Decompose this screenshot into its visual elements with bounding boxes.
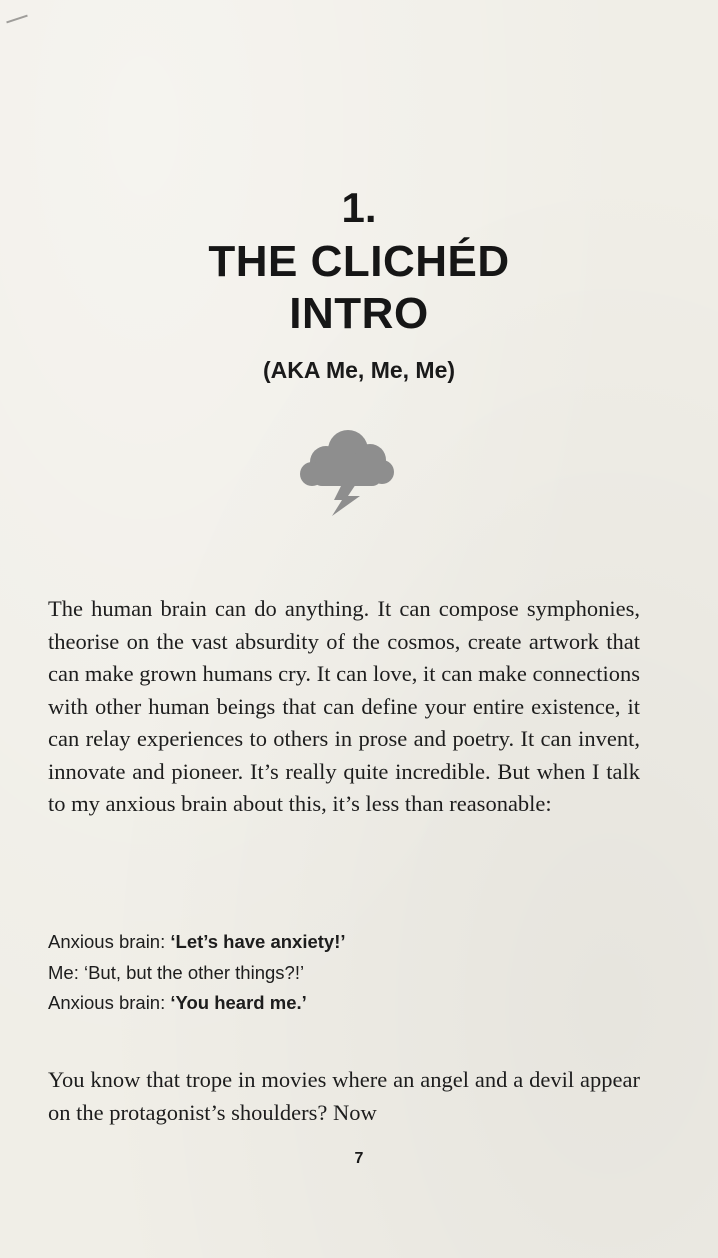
dialogue-line (48, 988, 648, 1019)
dialogue-quote: ‘You heard me.’ (170, 992, 307, 1013)
dialogue-block (48, 927, 648, 1019)
chapter-title-line-2: INTRO (289, 289, 429, 338)
storm-cloud-lightning-icon (296, 424, 396, 516)
dialogue-quote: ‘But, but the other things?!’ (83, 961, 305, 983)
page-number: 7 (354, 1150, 364, 1167)
chapter-number: 1. (341, 184, 377, 231)
chapter-title-line-1: THE CLICHÉD (208, 237, 510, 286)
chapter-subtitle: (AKA Me, Me, Me) (262, 357, 456, 383)
dialogue-speaker: Anxious brain: (48, 931, 171, 952)
dialogue-speaker: Anxious brain: (48, 992, 171, 1013)
paragraph-2: You know that trope in movies where an angel and a devil appear on the protagonist’s shoulders? Now (48, 1067, 640, 1125)
dialogue-speaker: Me: (48, 961, 84, 983)
dialogue-line (48, 927, 648, 958)
dialogue-quote: ‘Let’s have anxiety!’ (170, 931, 346, 952)
corner-mark (6, 15, 28, 24)
paragraph-1: The human brain can do anything. It can compose symphonies, theorise on the vast absurdity of the cosmos, create artwork that can make grown humans cry. It can love, it can make connections with other human beings that can define your entire existence, it can relay experiences to others in prose and poetry. It can invent, innovate and pioneer. It’s really quite incredible. But when I talk to my anxious brain about this, it’s less than reasonable: (48, 596, 640, 816)
chapter-title (0, 236, 718, 340)
dialogue-line (48, 958, 648, 989)
